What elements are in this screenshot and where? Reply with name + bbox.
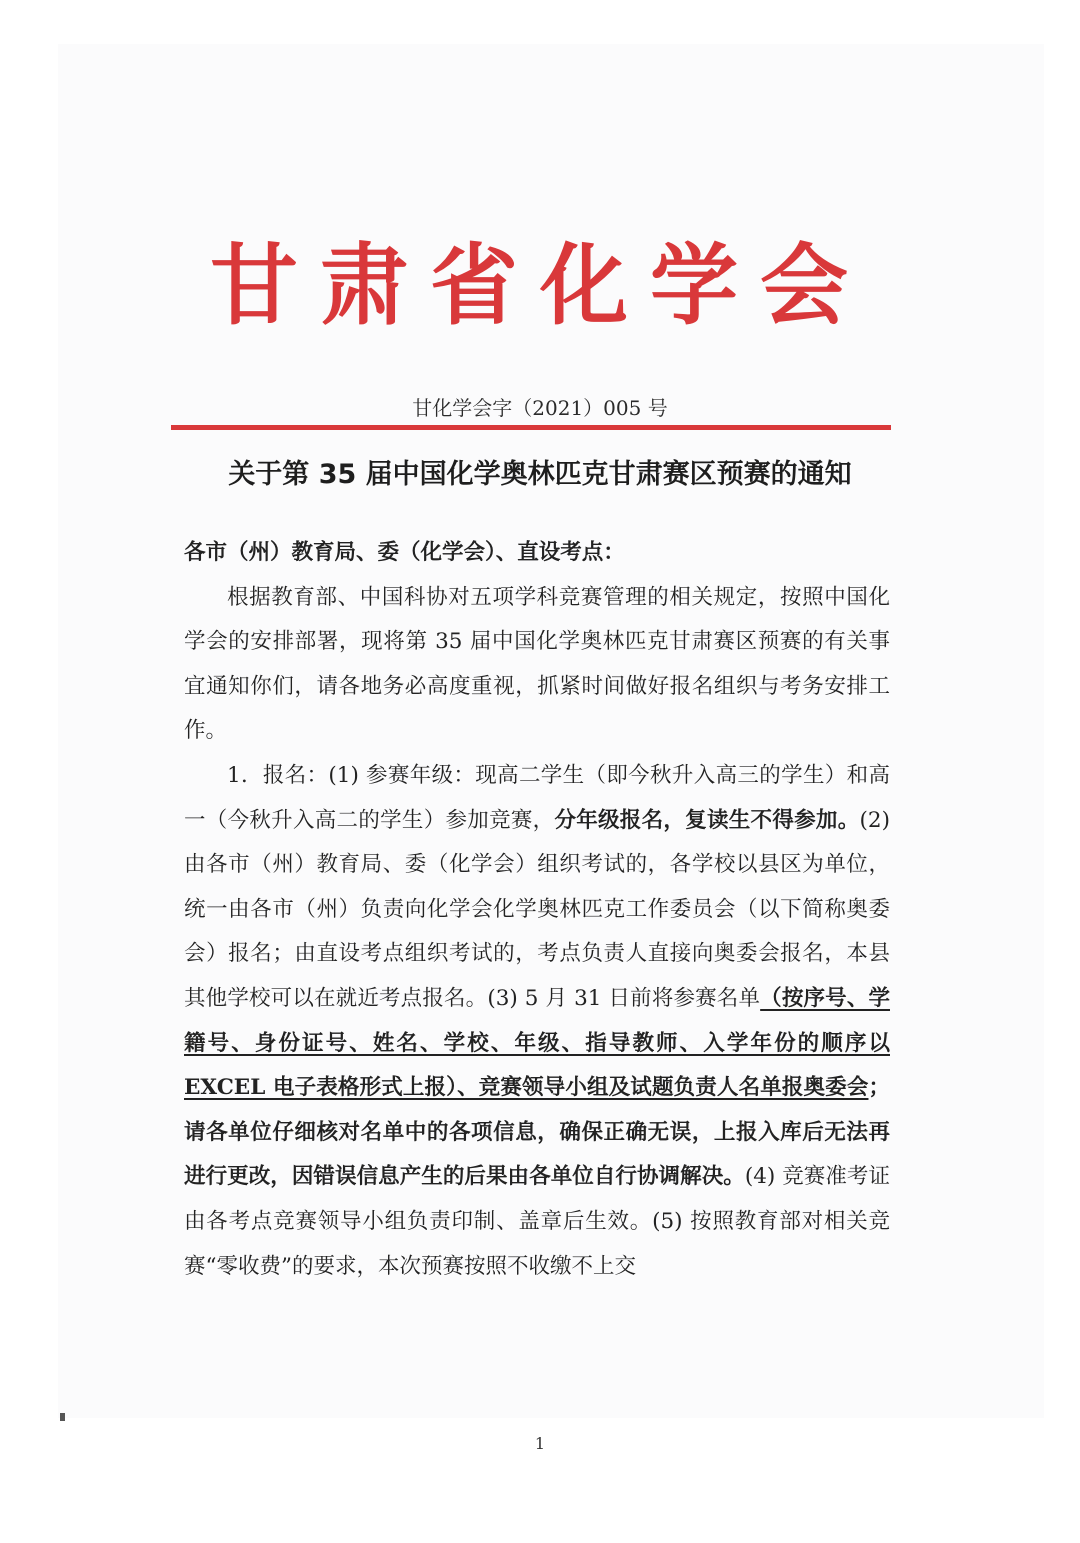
salutation: 各市（州）教育局、委（化学会）、直设考点：: [184, 540, 625, 565]
registration-emphasis-2: ；请各单位仔细核对名单中的各项信息，确保正确无误，上报入库后无法再进行更改，因错误信息产生的后果由各单位自行协调解决。: [184, 1075, 890, 1190]
document-number: 甘化学会字（2021）005 号: [412, 396, 668, 420]
registration-emphasis-1: 分年级报名，复读生不得参加。: [554, 807, 860, 833]
header-red-rule: [171, 425, 891, 430]
registration-underlined-requirement: （按序号、学籍号、身份证号、姓名、学校、年级、指导教师、入学年份的顺序以 EXCEL 电子表格形式上报）、竞赛领导小组及试题负责人名单报奥委会: [184, 985, 890, 1101]
organization-header: 甘肃省化学会: [209, 234, 870, 337]
registration-text-2: (2) 由各市（州）教育局、委（化学会）组织考试的，各学校以县区为单位，统一由各市（州）负责向化学会化学奥林匹克工作委员会（以下简称奥委会）报名；由直设考点组织考试的，考点负责人直接向奥委会报名，本县其他学校可以在就近考点报名。(3) 5 月 31 日前将参赛名单: [184, 807, 890, 1011]
scan-mark: [60, 1413, 65, 1421]
registration-text-1: 1．报名：(1) 参赛年级：现高二学生（即今秋升入高三的学生）和高一（今秋升入高二的学生）参加竞赛，: [184, 762, 890, 833]
page-number: 1: [534, 1434, 546, 1453]
paragraph-registration: [184, 754, 890, 1289]
registration-text-3: (4) 竞赛准考证由各考点竞赛领导小组负责印制、盖章后生效。(5) 按照教育部对相关竞赛“零收费”的要求，本次预赛按照不收缴不上交: [184, 1164, 890, 1279]
paragraph-intro: 根据教育部、中国科协对五项学科竞赛管理的相关规定，按照中国化学会的安排部署，现将第 35 届中国化学奥林匹克甘肃赛区预赛的有关事宜通知你们，请各地务必高度重视，抓紧时间做好报名组织与考务安排工作。: [184, 584, 890, 744]
notice-title: 关于第 35 届中国化学奥林匹克甘肃赛区预赛的通知: [228, 459, 852, 490]
notice-body: [184, 531, 890, 1289]
